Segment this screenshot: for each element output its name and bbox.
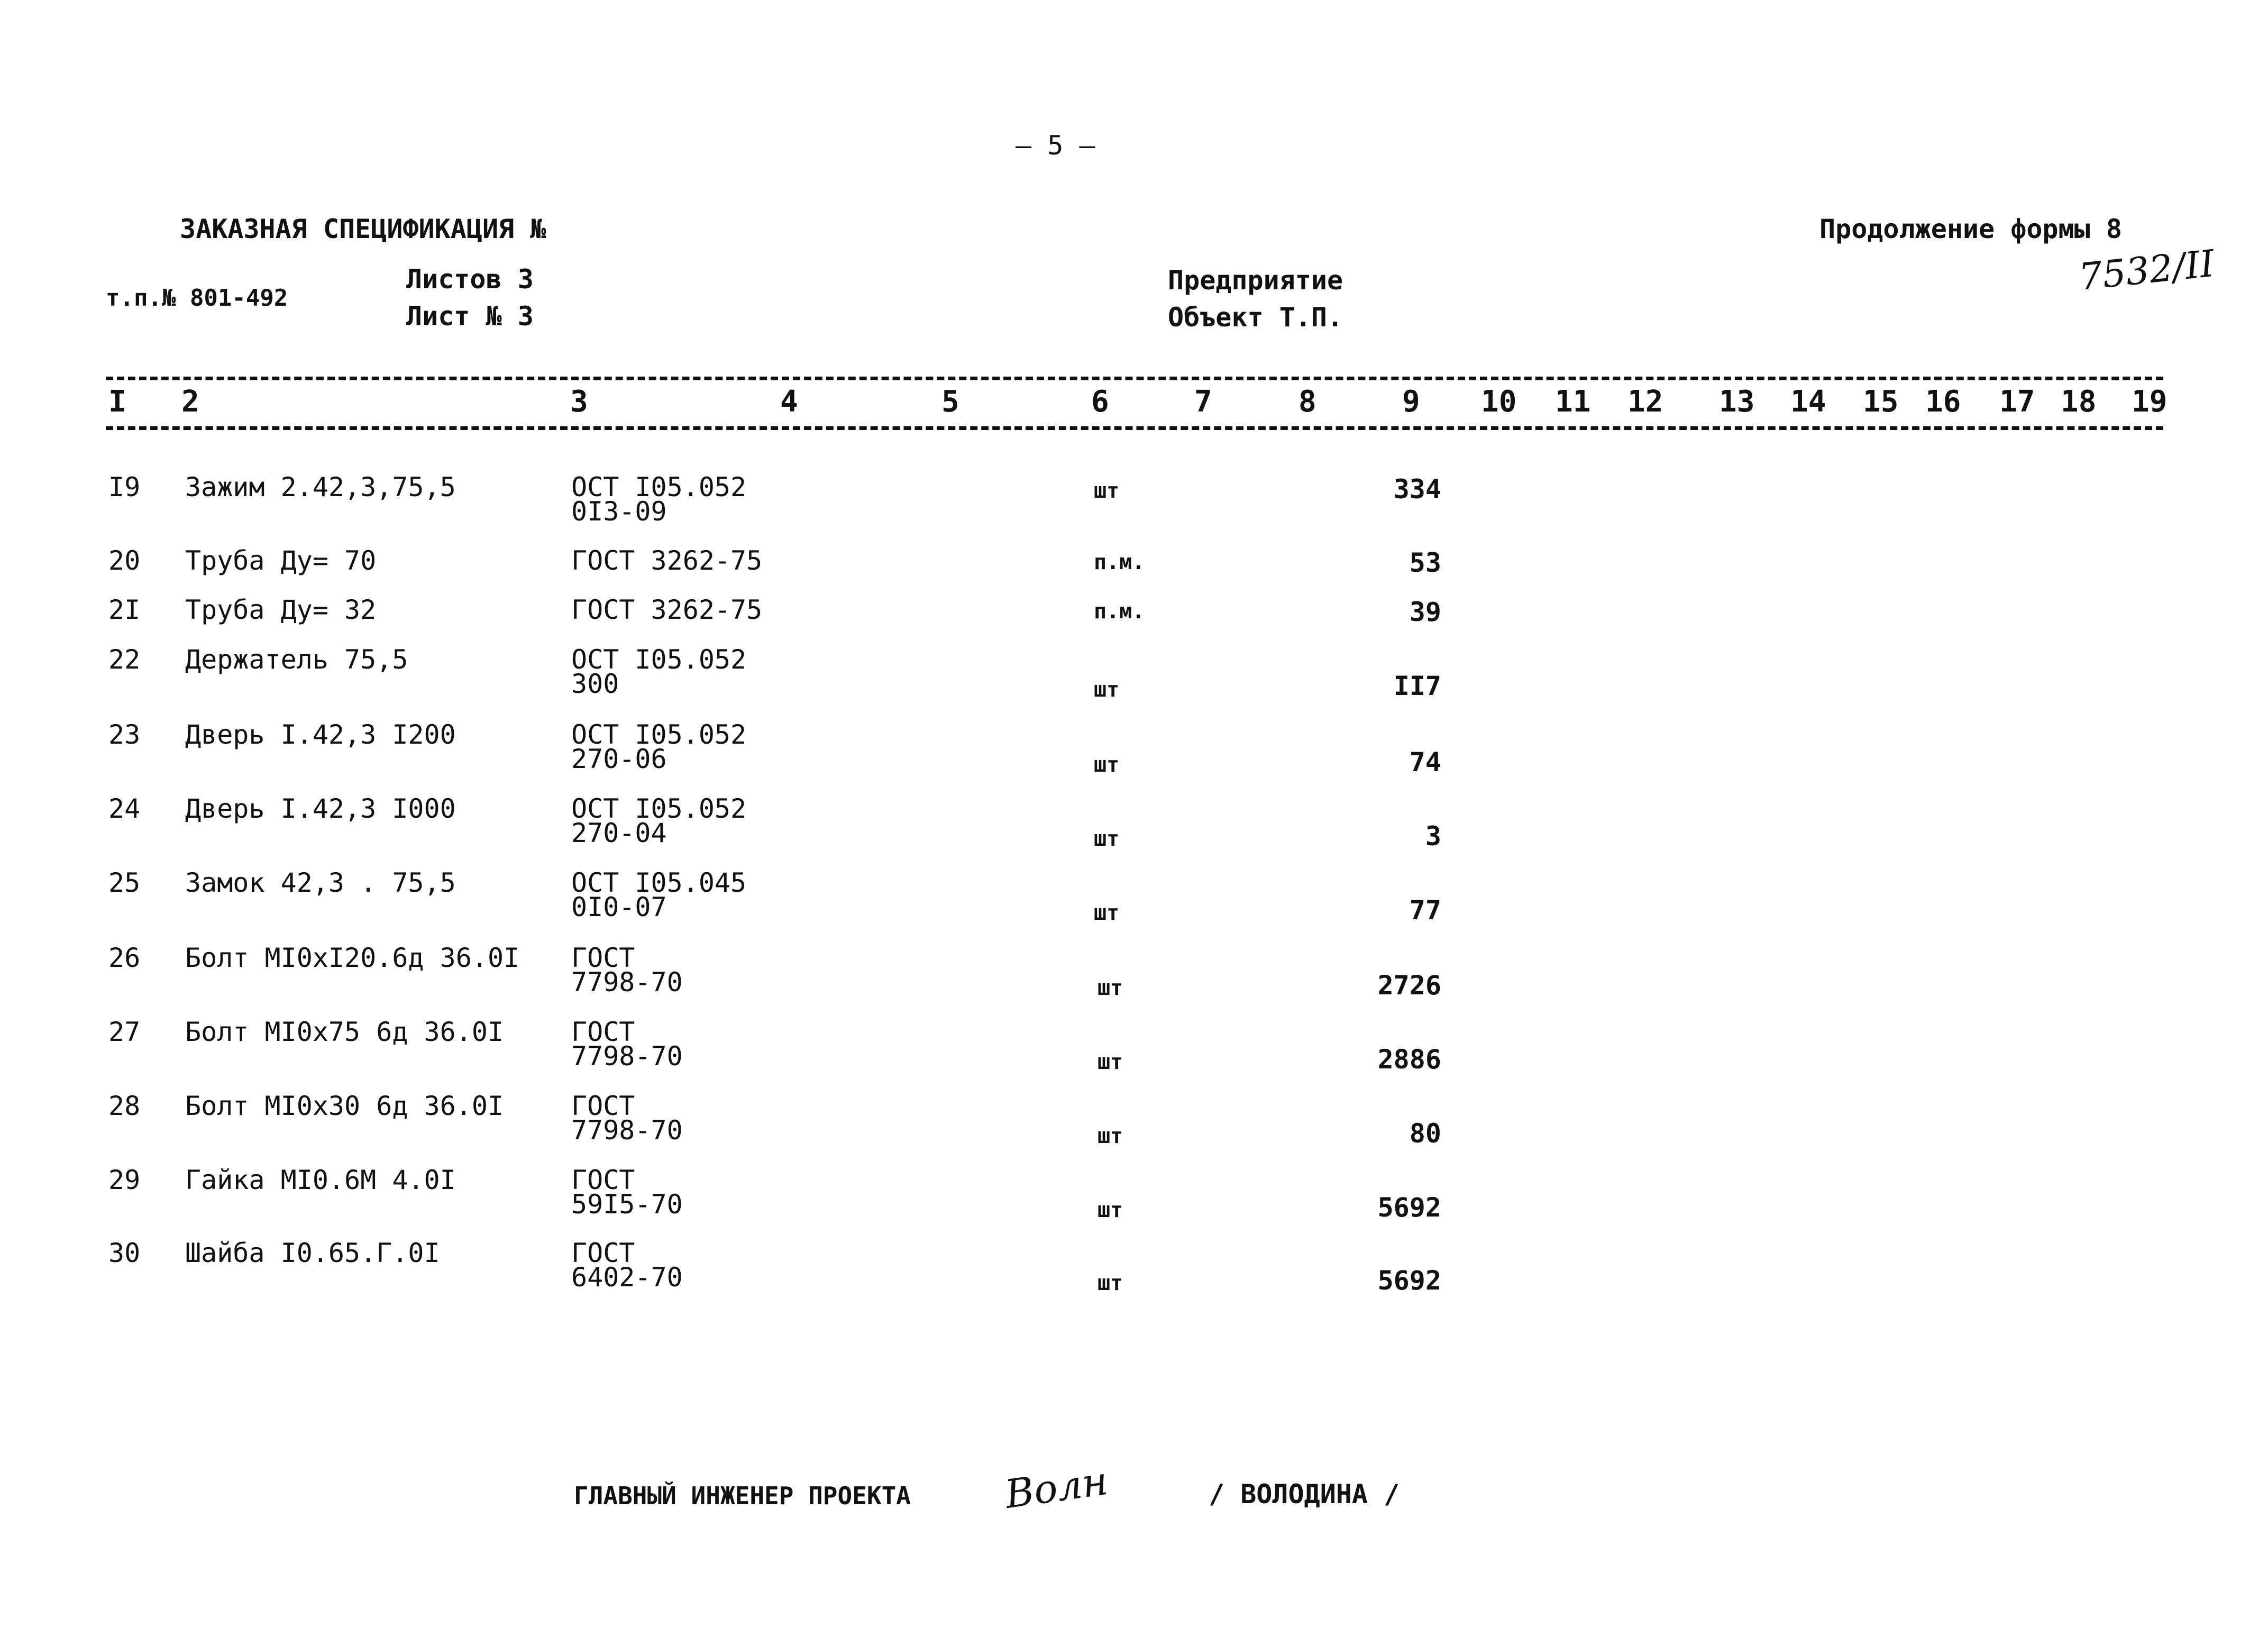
item-name: Гайка МI0.6М 4.0I <box>185 1165 456 1195</box>
unit: шт <box>1094 901 1120 925</box>
standard-line-1: ГОСТ <box>571 943 635 973</box>
table-row <box>0 474 2268 537</box>
quantity: 53 <box>1409 547 1441 578</box>
standard-line-1: ГОСТ 3262-75 <box>571 545 763 576</box>
table-row <box>0 1240 2268 1303</box>
standard-line-1: ОСТ I05.052 <box>571 644 747 675</box>
quantity: 80 <box>1409 1118 1441 1149</box>
table-row <box>0 1167 2268 1230</box>
unit: шт <box>1098 976 1123 1000</box>
standard-line-2: 0I3-09 <box>571 496 667 527</box>
standard-line-2: 300 <box>571 669 619 699</box>
chief-engineer-label: ГЛАВНЫЙ ИНЖЕНЕР ПРОЕКТА <box>574 1481 911 1510</box>
column-number: 3 <box>570 385 588 419</box>
row-number: 23 <box>108 719 141 750</box>
column-number: 13 <box>1719 385 1755 419</box>
standard-line-2: 6402-70 <box>571 1262 683 1293</box>
row-number: 27 <box>108 1017 141 1047</box>
standard-line-1: ОСТ I05.052 <box>571 472 747 502</box>
standard-line-1: ГОСТ <box>571 1238 635 1268</box>
sheets-total: Листов 3 <box>406 264 534 295</box>
item-name: Труба Ду= 32 <box>185 595 377 625</box>
table-row <box>0 867 2268 933</box>
project-code: т.п.№ 801-492 <box>106 285 288 312</box>
table-row <box>0 795 2268 859</box>
table-row <box>0 646 2268 710</box>
standard-line-1: ГОСТ 3262-75 <box>571 595 763 625</box>
column-number: 11 <box>1555 385 1591 419</box>
unit: п.м. <box>1094 599 1145 624</box>
column-number: 2 <box>181 385 199 419</box>
table-row <box>0 945 2268 1008</box>
table-row <box>0 1093 2268 1156</box>
continuation-label: Продолжение формы 8 <box>1819 214 2122 244</box>
quantity: 3 <box>1425 821 1441 852</box>
quantity: 5692 <box>1377 1265 1441 1296</box>
unit: шт <box>1094 753 1120 777</box>
item-name: Шайба I0.65.Г.0I <box>185 1238 440 1268</box>
standard-line-2: 7798-70 <box>571 967 683 998</box>
standard-line-2: 59I5-70 <box>571 1189 683 1220</box>
quantity: 2886 <box>1377 1044 1441 1075</box>
unit: шт <box>1098 1198 1123 1222</box>
quantity: 74 <box>1409 747 1441 778</box>
handwritten-reference: 7532/II <box>2077 241 2217 299</box>
column-number: 19 <box>2132 385 2168 419</box>
item-name: Замок 42,3 . 75,5 <box>185 867 456 898</box>
column-number: 16 <box>1925 385 1961 419</box>
standard-line-2: 270-04 <box>571 818 667 848</box>
item-name: Дверь I.42,3 I200 <box>185 719 456 750</box>
column-number: I <box>108 385 126 419</box>
quantity: 77 <box>1409 895 1441 926</box>
document-title: ЗАКАЗНАЯ СПЕЦИФИКАЦИЯ № <box>180 214 546 244</box>
column-number: 10 <box>1481 385 1517 419</box>
column-number: 6 <box>1091 385 1109 419</box>
row-number: 22 <box>108 644 141 675</box>
standard-line-2: 7798-70 <box>571 1115 683 1146</box>
column-number: 18 <box>2061 385 2097 419</box>
row-number: 2I <box>108 595 141 625</box>
column-number: 5 <box>941 385 959 419</box>
item-name: Труба Ду= 70 <box>185 545 377 576</box>
row-number: 24 <box>108 793 141 824</box>
standard-line-1: ОСТ I05.052 <box>571 719 747 750</box>
object-label: Объект Т.П. <box>1168 302 1343 333</box>
standard-line-1: ОСТ I05.045 <box>571 867 747 898</box>
unit: шт <box>1098 1050 1123 1074</box>
unit: шт <box>1098 1124 1123 1148</box>
item-name: Держатель 75,5 <box>185 644 408 675</box>
page-number: – 5 – <box>1016 130 1095 161</box>
standard-line-2: 270-06 <box>571 744 667 774</box>
row-number: 25 <box>108 867 141 898</box>
unit: шт <box>1098 1271 1123 1295</box>
standard-line-1: ГОСТ <box>571 1165 635 1195</box>
unit: шт <box>1094 479 1120 503</box>
quantity: II7 <box>1393 671 1441 701</box>
column-number: 15 <box>1863 385 1899 419</box>
unit: шт <box>1094 827 1120 851</box>
column-header-top-rule <box>106 377 2163 380</box>
unit: п.м. <box>1094 550 1145 574</box>
row-number: 30 <box>108 1238 141 1268</box>
column-header-bottom-rule <box>106 426 2163 430</box>
row-number: 20 <box>108 545 141 576</box>
item-name: Болт МI0х75 6д 36.0I <box>185 1017 504 1047</box>
unit: шт <box>1094 678 1120 702</box>
table-row <box>0 1019 2268 1082</box>
item-name: Болт МI0хI20.6д 36.0I <box>185 943 520 973</box>
column-number: 9 <box>1402 385 1420 419</box>
row-number: 29 <box>108 1165 141 1195</box>
standard-line-2: 7798-70 <box>571 1041 683 1072</box>
enterprise-label: Предприятие <box>1168 265 1343 296</box>
column-number: 14 <box>1790 385 1826 419</box>
standard-line-1: ГОСТ <box>571 1091 635 1121</box>
standard-line-2: 0I0-07 <box>571 892 667 922</box>
column-number: 17 <box>1999 385 2035 419</box>
handwritten-signature: Волн <box>1002 1458 1111 1518</box>
item-name: Болт МI0х30 6д 36.0I <box>185 1091 504 1121</box>
item-name: Зажим 2.42,3,75,5 <box>185 472 456 502</box>
quantity: 39 <box>1409 597 1441 627</box>
row-number: 28 <box>108 1091 141 1121</box>
engineer-name: / ВОЛОДИНА / <box>1209 1479 1400 1510</box>
table-row <box>0 721 2268 785</box>
standard-line-1: ГОСТ <box>571 1017 635 1047</box>
item-name: Дверь I.42,3 I000 <box>185 793 456 824</box>
row-number: I9 <box>108 472 141 502</box>
quantity: 2726 <box>1377 970 1441 1001</box>
standard-line-1: ОСТ I05.052 <box>571 793 747 824</box>
quantity: 334 <box>1393 474 1441 505</box>
row-number: 26 <box>108 943 141 973</box>
column-number: 7 <box>1194 385 1212 419</box>
column-number: 12 <box>1627 385 1663 419</box>
column-number: 4 <box>780 385 798 419</box>
quantity: 5692 <box>1377 1192 1441 1223</box>
sheet-number: Лист № 3 <box>406 301 534 332</box>
column-number: 8 <box>1298 385 1316 419</box>
